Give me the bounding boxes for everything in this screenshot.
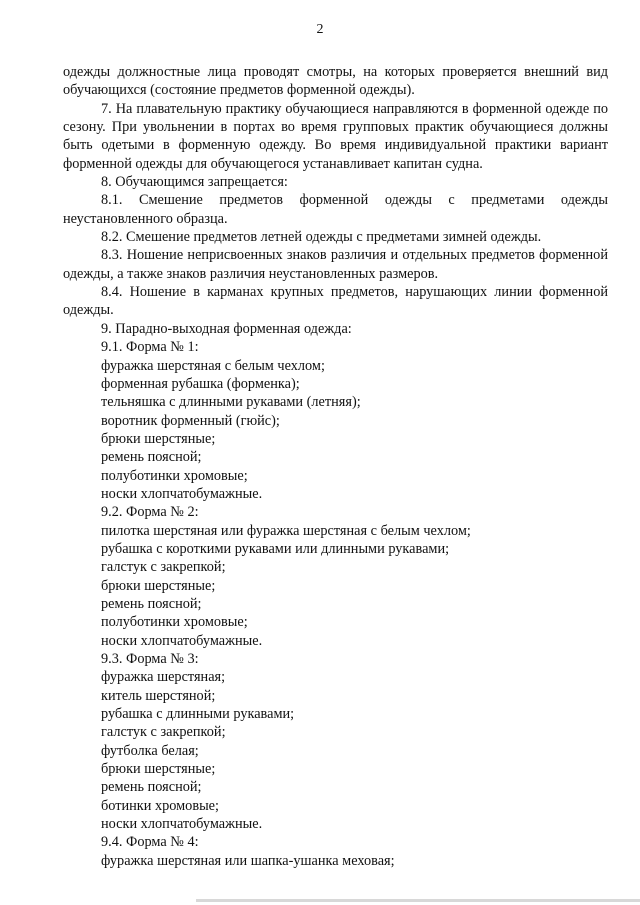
form-2-item: пилотка шерстяная или фуражка шерстяная с белым чехлом; (101, 522, 471, 539)
form-3-item: носки хлопчатобумажные. (101, 816, 263, 833)
form-2-item: носки хлопчатобумажные. (101, 632, 263, 649)
form-3-item: галстук с закрепкой; (101, 724, 226, 741)
form-2-item: галстук с закрепкой; (101, 559, 226, 576)
paragraph-8-prohibited: 8. Обучающимся запрещается: (101, 174, 288, 191)
paragraph-8-3: 8.3. Ношение неприсвоенных знаков различия и отдельных предметов форменной одежды, а также знаков различия неустановленных размеров. (63, 247, 608, 282)
form-1-item: тельняшка с длинными рукавами (летняя); (101, 394, 361, 411)
form-3-item: ремень поясной; (101, 779, 202, 796)
form-1-item: ремень поясной; (101, 449, 202, 466)
page-number: 2 (316, 22, 324, 37)
form-1-item: форменная рубашка (форменка); (101, 375, 300, 392)
form-3-heading: 9.3. Форма № 3: (101, 651, 199, 667)
form-1-item: полуботинки хромовые; (101, 467, 248, 484)
form-1-item: воротник форменный (гюйс); (101, 412, 280, 429)
document-body (63, 63, 608, 870)
form-3-item: китель шерстяной; (101, 687, 216, 704)
form-2-heading: 9.2. Форма № 2: (101, 504, 199, 521)
paragraph-continuation: одежды должностные лица проводят смотры, на которых проверяется внешний вид обучающихся (состояние предметов форменной одежды). (63, 64, 608, 99)
paragraph-8-2: 8.2. Смешение предметов летней одежды с предметами зимней одежды. (101, 229, 542, 246)
form-4-item: фуражка шерстяная или шапка-ушанка меховая; (101, 852, 395, 869)
form-3-item: ботинки хромовые; (101, 797, 219, 814)
form-2-item: брюки шерстяные; (101, 577, 216, 594)
paragraph-8-4: 8.4. Ношение в карманах крупных предметов, нарушающих линии форменной одежды. (63, 284, 608, 319)
form-2-item: полуботинки хромовые; (101, 614, 248, 631)
form-3-item: фуражка шерстяная; (101, 669, 226, 686)
paragraph-9-parade-uniform: 9. Парадно-выходная форменная одежда: (101, 320, 352, 337)
form-2-item: рубашка с короткими рукавами или длинными рукавами; (101, 540, 450, 557)
paragraph-8-1: 8.1. Смешение предметов форменной одежды с предметами одежды неустановленного образца. (63, 192, 608, 227)
scan-edge-divider (196, 899, 640, 902)
form-1-item: фуражка шерстяная с белым чехлом; (101, 357, 325, 374)
form-1-item: носки хлопчатобумажные. (101, 485, 263, 502)
form-1-item: брюки шерстяные; (101, 430, 216, 447)
form-3-item: рубашка с длинными рукавами; (101, 706, 295, 723)
form-4-heading: 9.4. Форма № 4: (101, 834, 199, 851)
paragraph-7-practice: 7. На плавательную практику обучающиеся направляются в форменной одежде по сезону. При увольнении в портах во время групповых практик обучающиеся должны быть одетыми в форменную одежду. Во время индивидуальной практики вариант форменной одежды для обучающегося устанавливает капитан судна. (63, 100, 608, 172)
form-3-item: футболка белая; (101, 742, 199, 759)
form-1-heading: 9.1. Форма № 1: (101, 339, 199, 356)
form-3-item: брюки шерстяные; (101, 761, 216, 778)
form-2-item: ремень поясной; (101, 595, 202, 612)
